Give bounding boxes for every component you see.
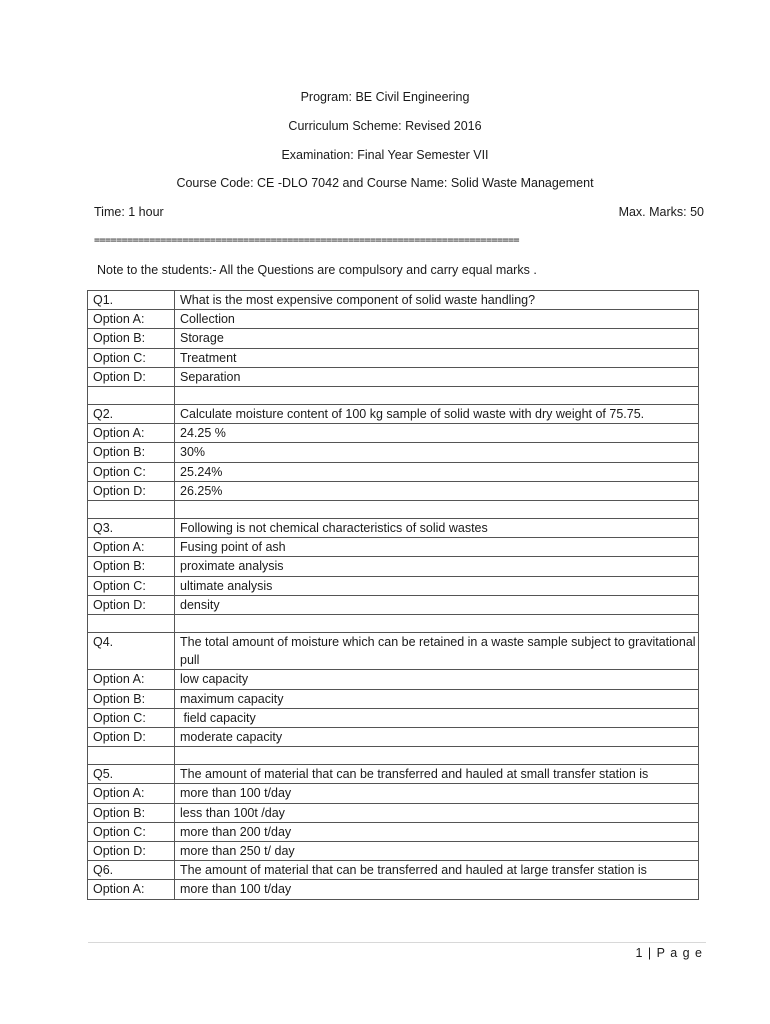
- option-label: Option C:: [88, 822, 175, 841]
- option-text: more than 200 t/day: [175, 822, 699, 841]
- spacer-cell: [175, 501, 699, 519]
- spacer-row: [88, 387, 699, 405]
- option-label: Option C:: [88, 348, 175, 367]
- question-row: [88, 519, 699, 538]
- option-label: Option A:: [88, 538, 175, 557]
- option-text: 26.25%: [175, 481, 699, 500]
- option-row: [88, 689, 699, 708]
- option-label: Option D:: [88, 842, 175, 861]
- question-table: [87, 290, 699, 900]
- option-text: low capacity: [175, 670, 699, 689]
- option-label: Option D:: [88, 595, 175, 614]
- option-text: 30%: [175, 443, 699, 462]
- question-number: Q4.: [88, 633, 175, 670]
- option-label: Option D:: [88, 728, 175, 747]
- option-text: density: [175, 595, 699, 614]
- examination-line: Examination: Final Year Semester VII: [281, 148, 489, 162]
- question-row: [88, 861, 699, 880]
- option-row: [88, 728, 699, 747]
- option-row: [88, 557, 699, 576]
- option-text: ultimate analysis: [175, 576, 699, 595]
- option-row: [88, 803, 699, 822]
- option-text: Fusing point of ash: [175, 538, 699, 557]
- option-row: [88, 595, 699, 614]
- question-row: [88, 633, 699, 670]
- option-row: [88, 784, 699, 803]
- option-row: [88, 842, 699, 861]
- option-text: moderate capacity: [175, 728, 699, 747]
- option-label: Option A:: [88, 670, 175, 689]
- option-label: Option B:: [88, 803, 175, 822]
- spacer-cell: [88, 387, 175, 405]
- option-text: maximum capacity: [175, 689, 699, 708]
- note-to-students: Note to the students:- All the Questions are compulsory and carry equal marks .: [97, 263, 537, 277]
- spacer-cell: [175, 615, 699, 633]
- option-row: [88, 367, 699, 386]
- option-row: [88, 822, 699, 841]
- footer-divider: [88, 942, 706, 943]
- option-row: [88, 880, 699, 899]
- spacer-row: [88, 501, 699, 519]
- option-label: Option C:: [88, 576, 175, 595]
- question-row: [88, 765, 699, 784]
- spacer-cell: [88, 501, 175, 519]
- option-label: Option C:: [88, 708, 175, 727]
- option-text: more than 100 t/day: [175, 880, 699, 899]
- question-text: The total amount of moisture which can be retained in a waste sample subject to gravitational pull: [175, 633, 699, 670]
- option-label: Option A:: [88, 424, 175, 443]
- option-label: Option B:: [88, 557, 175, 576]
- option-row: [88, 538, 699, 557]
- option-label: Option B:: [88, 689, 175, 708]
- option-label: Option A:: [88, 880, 175, 899]
- option-row: [88, 576, 699, 595]
- spacer-cell: [175, 747, 699, 765]
- option-text: Storage: [175, 329, 699, 348]
- question-text: Following is not chemical characteristics of solid wastes: [175, 519, 699, 538]
- option-label: Option D:: [88, 481, 175, 500]
- option-label: Option B:: [88, 329, 175, 348]
- option-text: Collection: [175, 310, 699, 329]
- question-number: Q5.: [88, 765, 175, 784]
- option-text: 25.24%: [175, 462, 699, 481]
- question-text: The amount of material that can be transferred and hauled at large transfer station is: [175, 861, 699, 880]
- option-row: [88, 310, 699, 329]
- question-number: Q2.: [88, 405, 175, 424]
- option-row: [88, 462, 699, 481]
- option-row: [88, 708, 699, 727]
- max-marks-label: Max. Marks: 50: [618, 205, 704, 219]
- option-text: field capacity: [175, 708, 699, 727]
- option-text: proximate analysis: [175, 557, 699, 576]
- spacer-cell: [175, 387, 699, 405]
- question-number: Q1.: [88, 291, 175, 310]
- option-text: more than 250 t/ day: [175, 842, 699, 861]
- option-label: Option A:: [88, 784, 175, 803]
- spacer-cell: [88, 615, 175, 633]
- question-text: The amount of material that can be transferred and hauled at small transfer station is: [175, 765, 699, 784]
- option-row: [88, 481, 699, 500]
- option-label: Option B:: [88, 443, 175, 462]
- question-text: What is the most expensive component of solid waste handling?: [175, 291, 699, 310]
- option-row: [88, 443, 699, 462]
- question-number: Q6.: [88, 861, 175, 880]
- option-label: Option C:: [88, 462, 175, 481]
- spacer-row: [88, 615, 699, 633]
- question-text: Calculate moisture content of 100 kg sample of solid waste with dry weight of 75.75.: [175, 405, 699, 424]
- option-text: Separation: [175, 367, 699, 386]
- curriculum-line: Curriculum Scheme: Revised 2016: [288, 119, 482, 133]
- question-number: Q3.: [88, 519, 175, 538]
- question-row: [88, 291, 699, 310]
- option-text: 24.25 %: [175, 424, 699, 443]
- option-row: [88, 670, 699, 689]
- spacer-cell: [88, 747, 175, 765]
- option-row: [88, 424, 699, 443]
- time-label: Time: 1 hour: [94, 205, 164, 219]
- option-label: Option D:: [88, 367, 175, 386]
- option-text: Treatment: [175, 348, 699, 367]
- page-number: 1 | P a g e: [635, 946, 703, 960]
- option-text: more than 100 t/day: [175, 784, 699, 803]
- option-text: less than 100t /day: [175, 803, 699, 822]
- option-row: [88, 329, 699, 348]
- spacer-row: [88, 747, 699, 765]
- option-row: [88, 348, 699, 367]
- option-label: Option A:: [88, 310, 175, 329]
- separator-line: =============================================================================: [94, 235, 520, 246]
- course-line: Course Code: CE -DLO 7042 and Course Name: Solid Waste Management: [176, 176, 594, 190]
- program-line: Program: BE Civil Engineering: [300, 90, 470, 104]
- question-row: [88, 405, 699, 424]
